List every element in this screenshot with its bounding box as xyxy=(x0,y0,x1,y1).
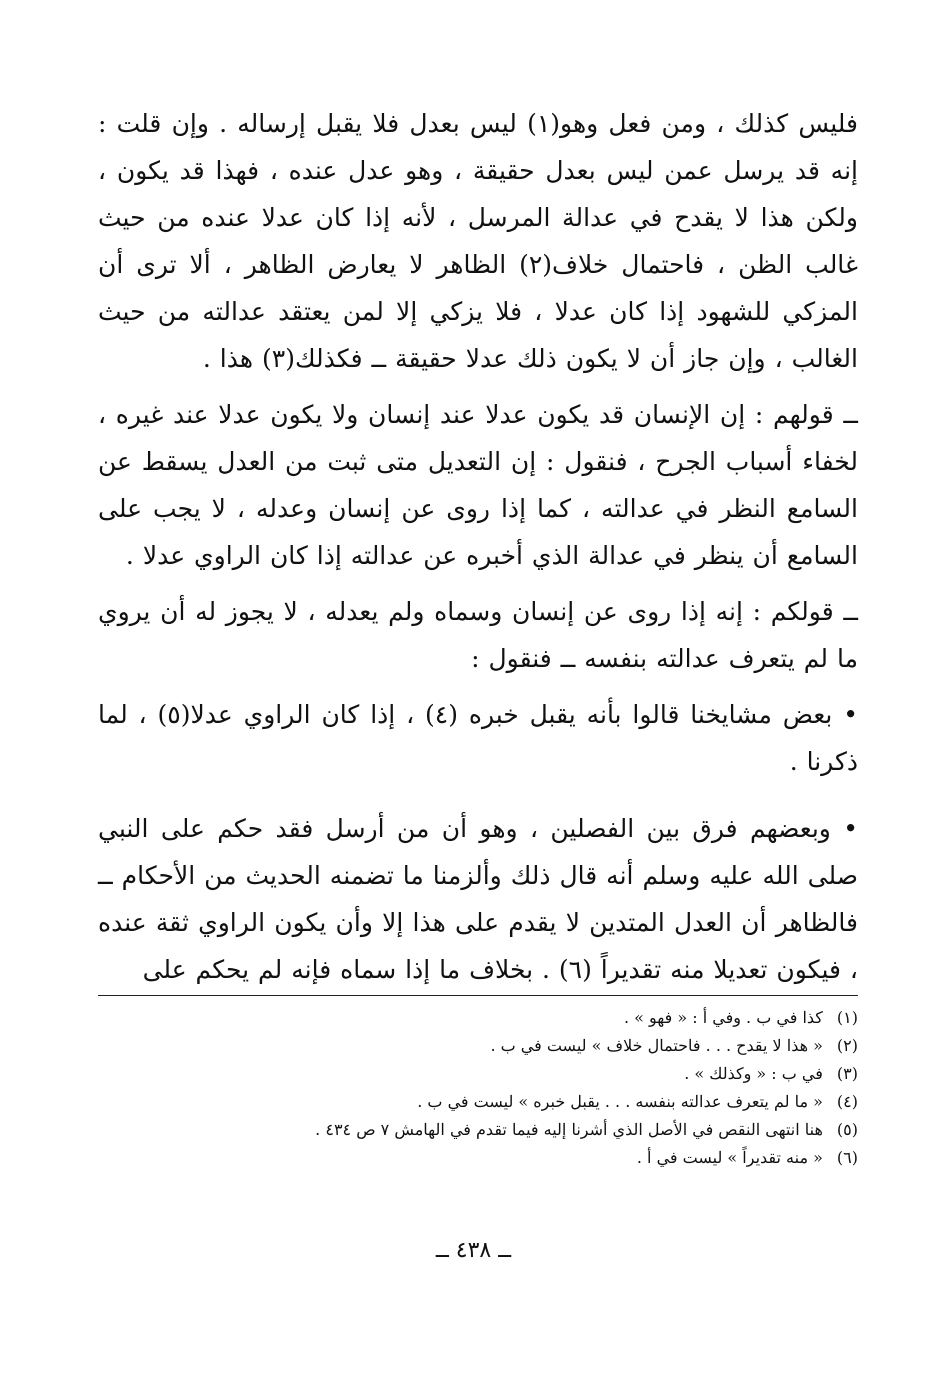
footnote-text: « منه تقديراً » ليست في أ . xyxy=(636,1148,823,1167)
footnote-3 xyxy=(98,1060,858,1088)
footnote-text: في ب : « وكذلك » . xyxy=(684,1064,823,1083)
footnote-text: « هذا لا يقدح . . . فاحتمال خلاف » ليست في ب . xyxy=(490,1036,823,1055)
footnotes-list xyxy=(98,1004,858,1172)
footnote-text: هنا انتهى النقص في الأصل الذي أشرنا إليه فيما تقدم في الهامش ٧ ص ٤٣٤ . xyxy=(315,1120,823,1139)
paragraph-3: ــ قولكم : إنه إذا روى عن إنسان وسماه ولم يعدله ، لا يجوز له أن يروي ما لم يتعرف عدالته بنفسه ــ فنقول : xyxy=(98,597,858,673)
paragraph-4: • بعض مشايخنا قالوا بأنه يقبل خبره (٤) ، إذا كان الراوي عدلا(٥) ، لما ذكرنا . xyxy=(98,700,859,776)
paragraph-2: ــ قولهم : إن الإنسان قد يكون عدلا عند إنسان ولا يكون عدلا عند غيره ، لخفاء أسباب الجرح ، فنقول : إن التعديل متى ثبت من العدل يسقط عن السامع النظر في عدالته ، كما إذا روى عن إنسان وعدله ، لا يجب على السامع أن ينظر في عدالة الذي أخبره عن عدالته إذا كان الراوي عدلا . xyxy=(98,400,858,570)
footnote-number: (١) xyxy=(836,1008,858,1027)
paragraph-5: • وبعضهم فرق بين الفصلين ، وهو أن من أرسل فقد حكم على النبي صلى الله عليه وسلم أنه قال ذلك وألزمنا ما تضمنه الحديث من الأحكام ــ فالظاهر أن العدل المتدين لا يقدم على هذا إلا وأن يكون الراوي ثقة عنده ، فيكون تعديلا منه تقديراً (٦) . بخلاف ما إذا سماه فإنه لم يحكم على xyxy=(98,814,858,984)
footnote-number: (٣) xyxy=(836,1064,858,1083)
page-number: ــ ٤٣٨ ــ xyxy=(435,1238,512,1263)
footnote-2 xyxy=(98,1032,858,1060)
footnote-divider xyxy=(98,995,858,996)
footnote-6 xyxy=(98,1144,858,1172)
footnote-1 xyxy=(98,1004,858,1032)
footnote-text: « ما لم يتعرف عدالته بنفسه . . . يقبل خبره » ليست في ب . xyxy=(417,1092,823,1111)
footnote-number: (٤) xyxy=(836,1092,858,1111)
footnote-number: (٦) xyxy=(836,1148,858,1167)
footnote-4 xyxy=(98,1088,858,1116)
footnote-text: كذا في ب . وفي أ : « فهو » . xyxy=(623,1008,823,1027)
footnote-number: (٢) xyxy=(836,1036,858,1055)
footnote-5 xyxy=(98,1116,858,1144)
footnote-number: (٥) xyxy=(836,1120,858,1139)
paragraph-1: فليس كذلك ، ومن فعل وهو(١) ليس بعدل فلا يقبل إرساله . وإن قلت : إنه قد يرسل عمن ليس بعدل حقيقة ، وهو عدل عنده ، فهذا قد يكون ، ولكن هذا لا يقدح في عدالة المرسل ، لأنه إذا كان عدلا عنده من حيث غالب الظن ، فاحتمال خلاف(٢) الظاهر لا يعارض الظاهر ، ألا ترى أن المزكي للشهود إذا كان عدلا ، فلا يزكي إلا لمن يعتقد عدالته من حيث الغالب ، وإن جاز أن لا يكون ذلك عدلا حقيقة ــ فكذلك(٣) هذا . xyxy=(98,109,859,373)
main-text xyxy=(98,100,858,1002)
